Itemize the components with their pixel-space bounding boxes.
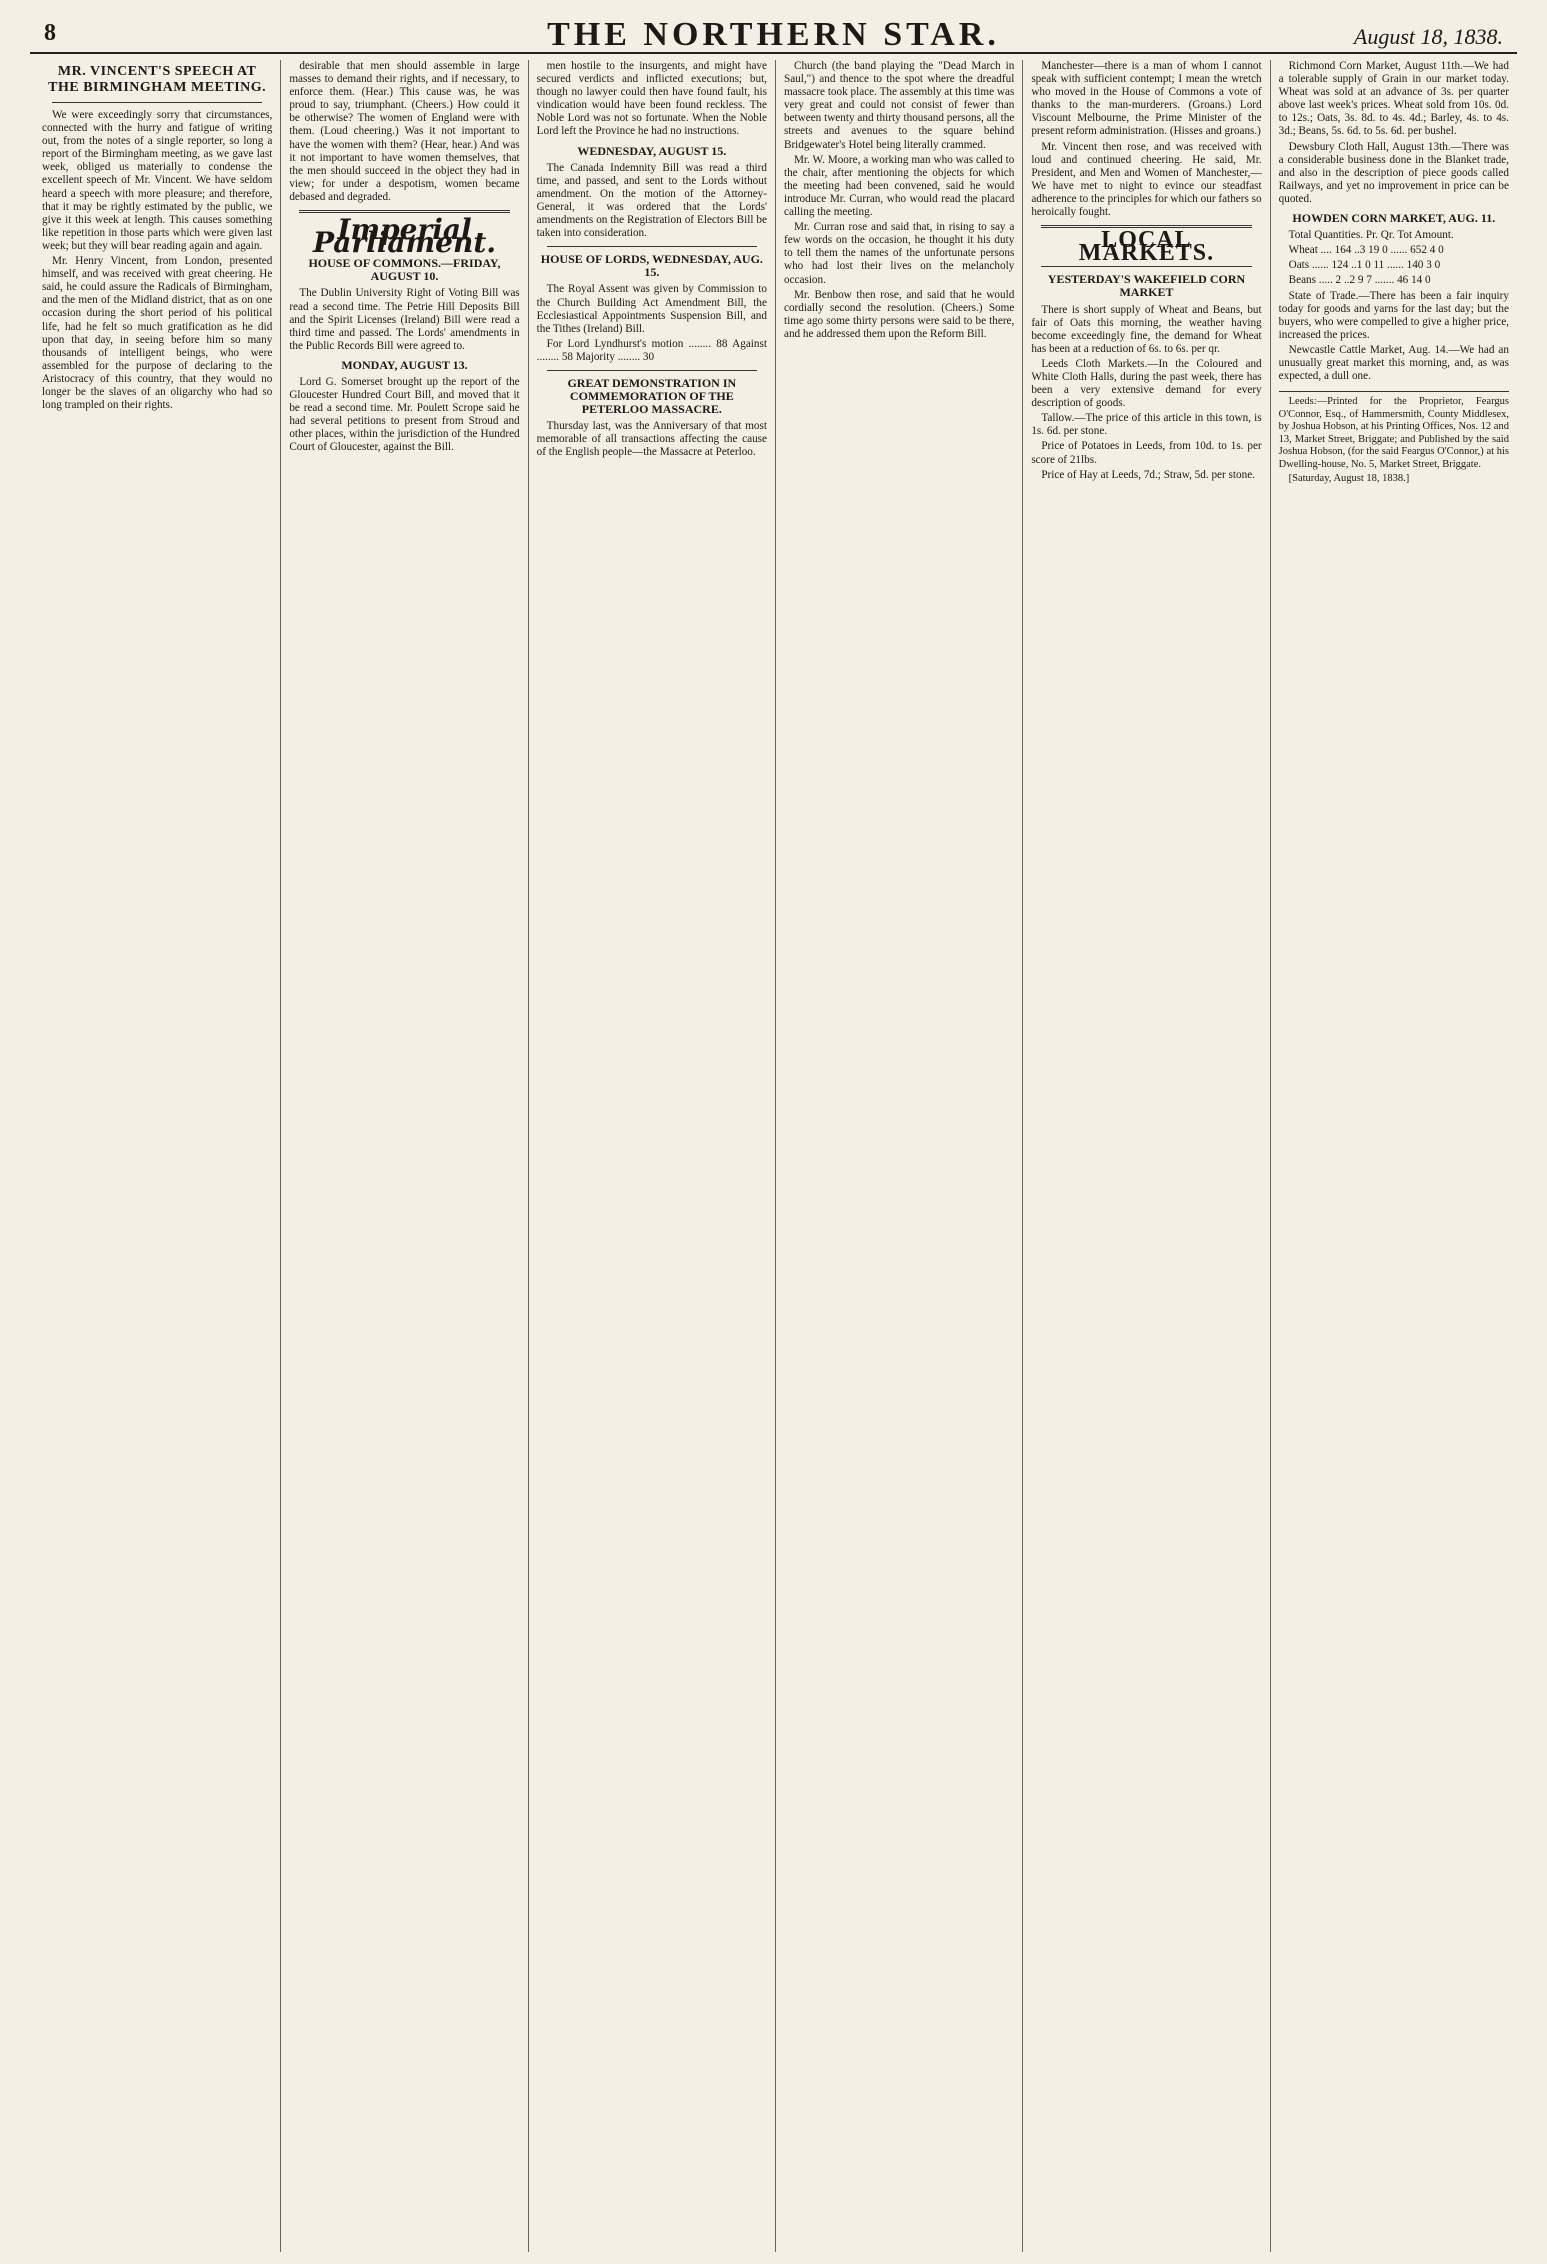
paragraph: Church (the band playing the "Dead March in Saul,") and thence to the spot where the dreadful massacre took place. The assembly at this time was very great and could not consist of fewer than between twenty and thirty thousand persons, all the streets and avenues to the square behind Bridgewater's Hotel being literally crammed.	[783, 60, 1015, 151]
paragraph: Price of Hay at Leeds, 7d.; Straw, 5d. per stone.	[1041, 468, 1255, 481]
subheading: HOUSE OF LORDS, WEDNESDAY, AUG. 15.	[540, 252, 763, 280]
table-row: Beans ..... 2 ..2 9 7 ....... 46 14 0	[1288, 274, 1431, 287]
section-title: Imperial Parliament.	[312, 213, 497, 260]
column-6	[1271, 60, 1517, 2252]
local-markets-heading: LOCAL MARKETS.	[1078, 227, 1215, 267]
paragraph: State of Trade.—There has been a fair inquiry today for goods and yarns for the last day; but the buyers, who were compelled to give a higher price, increased the prices.	[1278, 289, 1509, 341]
paragraph: The Dublin University Right of Voting Bill was read a second time. The Petrie Hill Deposits Bill and the Spirit Licenses (Ireland) Bill were read a third time and passed. The Lords' amendments in the Public Records Bill were agreed to.	[289, 287, 520, 352]
paragraph: men hostile to the insurgents, and might have secured verdicts and inflicted executions; but, though no lawyer could then have found fault, his vindication would have been found reckless. The Noble Lord was not so fortunate. When the Noble Lord left the Province he had no instructions.	[536, 60, 767, 138]
divider	[1041, 266, 1251, 267]
paragraph: Mr. Benbow then rose, and said that he would cordially second the resolution. (Cheers.) Some time ago some thirty persons were said to be there, and he addressed them upon the Reform Bill.	[783, 288, 1015, 340]
column-3	[529, 60, 776, 2252]
paragraph: Dewsbury Cloth Hall, August 13th.—There was a considerable business done in the Blanket trade, and also in the description of piece goods called Railways, and yet no improvement in price can be quoted.	[1278, 140, 1509, 205]
divider	[547, 246, 757, 247]
paragraph: Manchester—there is a man of whom I cannot speak with sufficient contempt; I mean the wretch who moved in the House of Commons a vote of thanks to the man-murderers. (Groans.) Lord Viscount Melbourne, the Prime Minister of the present reform administration. (Hisses and groans.)	[1031, 60, 1262, 138]
masthead	[30, 10, 1517, 54]
paragraph: There is short supply of Wheat and Beans, but fair of Oats this morning, the weather having become exceedingly fine, the demand for Wheat has been at a reduction of 6s. to 6s. per qr.	[1031, 303, 1262, 355]
column-4	[776, 60, 1023, 2252]
column-5	[1023, 60, 1270, 2252]
column-1	[34, 60, 281, 2252]
paragraph: The Canada Indemnity Bill was read a third time, and passed, and sent to the Lords without amendment. On the motion of the Attorney-General, it was ordered that the Lords' amendments on the Registration of Electors Bill be taken into consideration.	[536, 161, 767, 240]
paragraph: desirable that men should assemble in large masses to demand their rights, and if necessary, to enforce them. (Hear.) This cause was, he was proud to say, triumphant. (Cheers.) How could it be otherwise? The women of England were with them. (Loud cheering.) Was it not important to have the women with them? (Hear, hear.) And was it not important to have women themselves, that the men should succeed in the object they had in view; for under a despotism, women became debased and degraded.	[289, 60, 520, 203]
subheading: HOWDEN CORN MARKET, AUG. 11.	[1292, 211, 1496, 226]
subheading: GREAT DEMONSTRATION IN COMMEMORATION OF THE PETERLOO MASSACRE.	[567, 375, 737, 417]
newspaper-title: THE NORTHERN STAR.	[547, 16, 1000, 53]
table-row: Oats ...... 124 ..1 0 11 ...... 140 3 0	[1288, 259, 1441, 272]
paragraph: Mr. W. Moore, a working man who was called to the chair, after mentioning the objects for which the meeting had been convened, said he would introduce Mr. Curran, who would read the placard calling the meeting.	[783, 153, 1015, 219]
paragraph: Price of Potatoes in Leeds, from 10d. to 1s. per score of 21lbs.	[1031, 440, 1262, 466]
divider	[547, 370, 757, 371]
page-number: 8	[44, 20, 56, 46]
paragraph: Mr. Henry Vincent, from London, presented himself, and was received with great cheering. He said, he could assure the Radicals of Birmingham, and the men of the Midland district, that as on one occasion during the short period of his political life, had he felt so much gratification as he did upon that day, in seeing before him so many thousands of intelligent beings, who were assembled for the purpose of declaring to the Aristocracy of this country, that they would no longer be the slaves of an oligarchy who had so long trampled on their rights.	[42, 255, 273, 412]
subheading: WEDNESDAY, AUGUST 15.	[577, 143, 727, 158]
dateline: [Saturday, August 18, 1838.]	[1288, 473, 1410, 485]
paragraph: The Royal Assent was given by Commission to the Church Building Act Amendment Bill, the Ecclesiastical Appointments Suspension Bill, and the Tithes (Ireland) Bill.	[536, 283, 767, 335]
issue-date: August 18, 1838.	[1353, 24, 1503, 49]
paragraph: Lord G. Somerset brought up the report of the Gloucester Hundred Court Bill, and moved that it be read a second time. Mr. Poulett Scrope said he had several petitions to present from Stroud and other places, within the jurisdiction of the Hundred Court of Gloucester, against the Bill.	[289, 375, 520, 454]
paragraph: We were exceedingly sorry that circumstances, connected with the hurry and fatigue of writing out, from the notes of a single reporter, so long a report of the Birmingham meeting, as we gave last week, obliged us materially to condense the excellent speech of Mr. Vincent. We have seldom heard a speech with more pleasure; and therefore, that it may be rightly estimated by the public, we give it this week at length. This causes something like repetition in those parts which were given last week; but they will bear reading again and again.	[42, 109, 273, 252]
paragraph: Mr. Curran rose and said that, in rising to say a few words on the occasion, he thought it his duty to tell them the names of the unfortunate persons who had lost their lives on the melancholy occasion.	[783, 221, 1015, 286]
paragraph: Richmond Corn Market, August 11th.—We had a tolerable supply of Grain in our market today. Wheat was sold at an advance of 3s. per quarter above last week's prices. Wheat sold from 10s. 0d. to 12s.; Oats, 3s. 8d. to 4s. 4d.; Barley, 4s. to 4s. 3d.; Beans, 5s. 6d. to 5s. 6d. per bushel.	[1278, 60, 1509, 138]
table-head: Total Quantities. Pr. Qr. Tot Amount.	[1288, 229, 1454, 242]
paragraph: Newcastle Cattle Market, Aug. 14.—We had an unusually great market this morning, and, as was expected, a dull one.	[1278, 343, 1509, 383]
table-row: Wheat .... 164 ..3 19 0 ...... 652 4 0	[1288, 244, 1444, 257]
paragraph: Tallow.—The price of this article in this town, is 1s. 6d. per stone.	[1031, 412, 1262, 438]
imprint-text: Leeds:—Printed for the Proprietor, Feargus O'Connor, Esq., of Hammersmith, County Middlesex, by Joshua Hobson, at his Printing Offices, Nos. 12 and 13, Market Street, Briggate; and Published by the said Joshua Hobson, (for the said Feargus O'Connor,) at his Dwelling-house, No. 5, Market Street, Briggate.	[1278, 396, 1509, 470]
subheading: MONDAY, AUGUST 13.	[341, 357, 468, 372]
divider	[52, 102, 262, 103]
paragraph: Mr. Vincent then rose, and was received with loud and continued cheering. He said, Mr. President, and Men and Women of Manchester,—We have met to night to evince our steadfast adherence to the principles for which our fathers so heroically fought.	[1031, 140, 1262, 219]
paragraph: Leeds Cloth Markets.—In the Coloured and White Cloth Halls, during the past week, there has been a very extensive demand for every description of goods.	[1031, 357, 1262, 410]
paragraph: Thursday last, was the Anniversary of that most memorable of all transactions affecting the cause of the English people—the Massacre at Peterloo.	[536, 420, 767, 459]
subheading: HOUSE OF COMMONS.—FRIDAY, AUGUST 10.	[308, 256, 501, 284]
imprint	[1279, 391, 1509, 486]
division-result: For Lord Lyndhurst's motion ........ 88 Against ........ 58 Majority ........ 30	[536, 337, 767, 363]
columns	[34, 60, 1517, 2252]
article-headline: MR. VINCENT'S SPEECH AT THE BIRMINGHAM MEETING.	[48, 64, 267, 95]
column-2	[281, 60, 528, 2252]
subheading: YESTERDAY'S WAKEFIELD CORN MARKET	[1047, 272, 1246, 300]
